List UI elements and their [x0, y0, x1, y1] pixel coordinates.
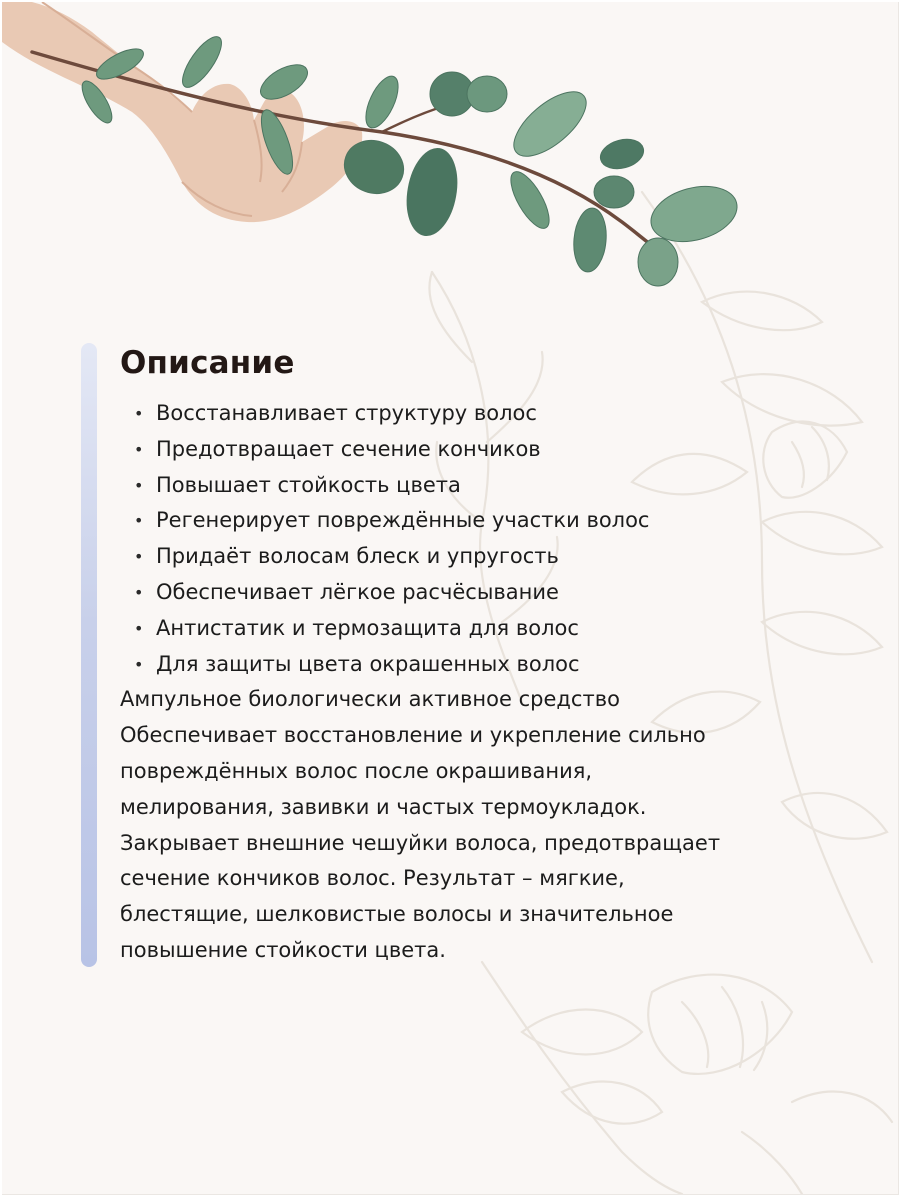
description-paragraph [120, 682, 840, 968]
bullet-icon: • [134, 475, 144, 495]
list-item [120, 503, 840, 539]
list-item-text: Придаёт волосам блеск и упругость [156, 544, 559, 569]
description-section [120, 340, 840, 969]
bullet-icon: • [134, 618, 144, 638]
list-item-text: Регенерирует повреждённые участки волос [156, 508, 650, 533]
accent-bar [81, 343, 97, 967]
list-item-text: Для защиты цвета окрашенных волос [156, 651, 580, 676]
list-item [120, 611, 840, 647]
list-item-text: Предотвращает сечение кончиков [156, 436, 541, 461]
product-description-card [2, 2, 899, 1195]
bullet-icon: • [134, 404, 144, 423]
list-item-text: Обеспечивает лёгкое расчёсывание [156, 579, 559, 604]
description-line: Закрывает внешние чешуйки волоса, предотвращает [120, 830, 721, 855]
bullet-icon: • [134, 439, 144, 459]
description-line: Обеспечивает восстановление и укрепление сильно [120, 723, 706, 748]
list-item [120, 396, 840, 432]
description-line: Ампульное биологически активное средство [120, 687, 620, 712]
benefits-list [120, 396, 840, 682]
list-item-text: Антистатик и термозащита для волос [156, 615, 579, 640]
bullet-icon: • [134, 547, 144, 567]
list-item [120, 468, 840, 504]
hand-illustration [2, 2, 362, 222]
list-item-text: Восстанавливает структуру волос [156, 401, 537, 425]
bullet-icon: • [134, 511, 144, 531]
description-line: повышение стойкости цвета. [120, 937, 446, 962]
list-item-text: Повышает стойкость цвета [156, 472, 461, 497]
description-line: повреждённых волос после окрашивания, [120, 758, 593, 783]
bullet-icon: • [134, 654, 144, 674]
description-line: мелирования, завивки и частых термоукладок. [120, 794, 647, 819]
description-line: сечение кончиков волос. Результат – мягкие, [120, 866, 625, 891]
list-item [120, 432, 840, 468]
section-title: Описание [120, 345, 295, 381]
list-item [120, 575, 840, 611]
list-item [120, 647, 840, 683]
description-line: блестящие, шелковистые волосы и значительное [120, 902, 674, 927]
list-item [120, 539, 840, 575]
bullet-icon: • [134, 582, 144, 602]
